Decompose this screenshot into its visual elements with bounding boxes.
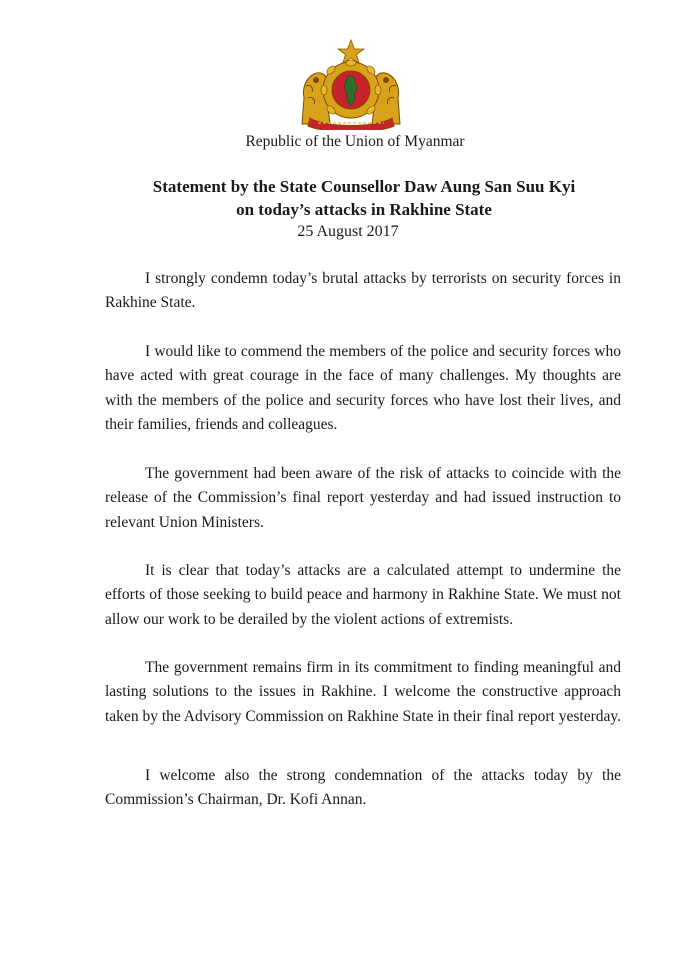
paragraph-3: The government had been aware of the risk of attacks to coincide with the release of the Commission’s final report yesterday and had issued instruction to relevant Union Ministers. <box>105 465 621 531</box>
paragraph-4: It is clear that today’s attacks are a calculated attempt to undermine the efforts of those seeking to build peace and harmony in Rakhine State. We must not allow our work to be derailed by the violent actions of extremists. <box>105 562 621 628</box>
state-seal-of-myanmar-icon <box>296 38 406 130</box>
paragraph-5: The government remains firm in its commitment to finding meaningful and lasting solutions to the issues in Rakhine. I welcome the constructive approach taken by the Advisory Commission on Rakhine State in their final report yesterday. <box>105 659 621 725</box>
statement-title-line-2: on today’s attacks in Rakhine State <box>236 200 492 219</box>
paragraph-6: I welcome also the strong condemnation of the attacks today by the Commission’s Chairman, Dr. Kofi Annan. <box>105 767 621 809</box>
paragraph-2: I would like to commend the members of the police and security forces who have acted with great courage in the face of many challenges. My thoughts are with the members of the police and security forces who have lost their lives, and their families, friends and colleagues. <box>105 343 621 433</box>
country-name: Republic of the Union of Myanmar <box>245 133 465 150</box>
paragraph-1: I strongly condemn today’s brutal attacks by terrorists on security forces in Rakhine State. <box>105 270 621 312</box>
statement-date: 25 August 2017 <box>297 223 399 240</box>
statement-title-line-1: Statement by the State Counsellor Daw Aung San Suu Kyi <box>152 177 576 196</box>
